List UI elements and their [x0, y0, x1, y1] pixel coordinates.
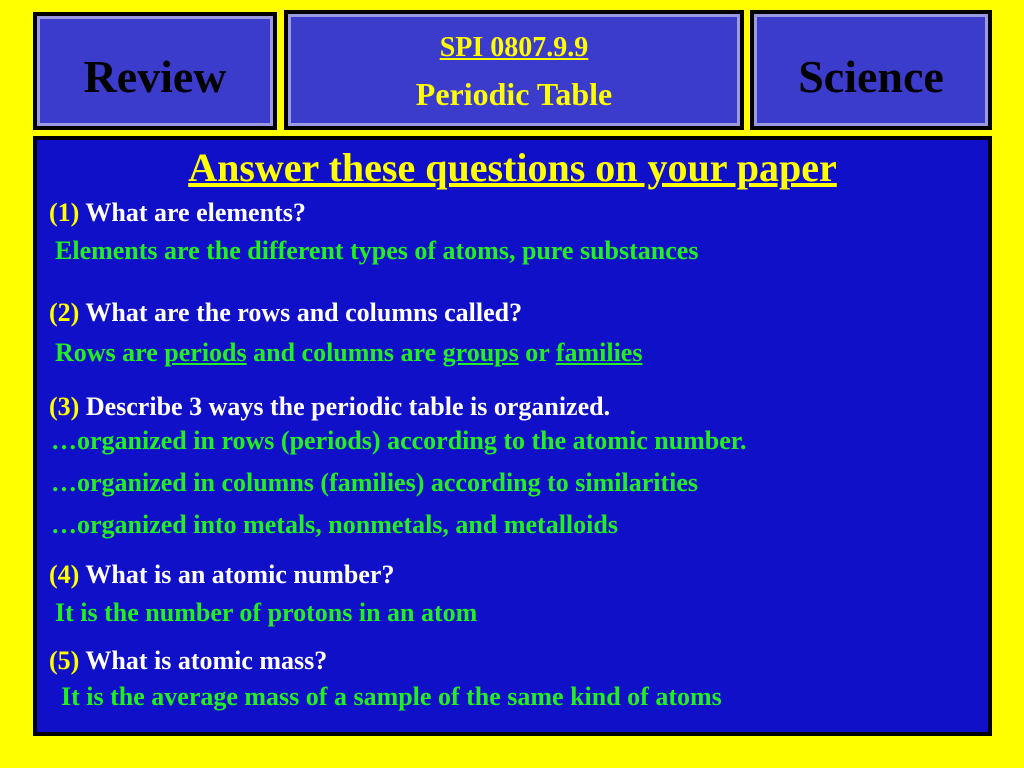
answer-2: [55, 338, 642, 368]
question-text: What is atomic mass?: [79, 646, 328, 675]
answer-text: Rows are: [55, 338, 165, 367]
spi-code: SPI 0807.9.9: [439, 32, 589, 63]
question-2: [49, 298, 522, 328]
question-number: (3): [49, 392, 80, 421]
spi-box: [284, 10, 744, 130]
question-5: [49, 646, 327, 676]
answer-text: or: [518, 338, 556, 367]
question-number: (4): [49, 560, 80, 589]
question-number: (5): [49, 646, 80, 675]
answer-4: It is the number of protons in an atom: [55, 598, 478, 627]
science-box: [750, 10, 992, 130]
science-title: Science: [798, 51, 944, 102]
question-1: [49, 198, 306, 228]
answer-1: Elements are the different types of atoms, pure substances: [55, 236, 699, 265]
panel-heading: Answer these questions on your paper: [188, 145, 837, 190]
question-3: [49, 392, 610, 422]
answer-5: It is the average mass of a sample of the same kind of atoms: [61, 682, 722, 711]
answer-3-line-1: …organized in rows (periods) according to the atomic number.: [51, 426, 747, 455]
answer-keyword-periods: periods: [164, 338, 247, 367]
question-4: [49, 560, 394, 590]
review-box: [33, 12, 277, 130]
question-text: What are elements?: [79, 198, 306, 227]
answer-3-line-2: …organized in columns (families) according to similarities: [51, 468, 699, 497]
answer-text: and columns are: [246, 338, 443, 367]
question-text: What is an atomic number?: [79, 560, 395, 589]
question-text: What are the rows and columns called?: [79, 298, 523, 327]
answer-3-line-3: …organized into metals, nonmetals, and metalloids: [51, 510, 618, 539]
spi-subtitle: Periodic Table: [415, 76, 613, 112]
questions-panel: [33, 136, 992, 736]
question-number: (2): [49, 298, 80, 327]
answer-keyword-families: families: [555, 338, 643, 367]
question-text: Describe 3 ways the periodic table is organized.: [79, 392, 611, 421]
answer-keyword-groups: groups: [442, 338, 519, 367]
question-number: (1): [49, 198, 80, 227]
review-title: Review: [83, 51, 227, 102]
